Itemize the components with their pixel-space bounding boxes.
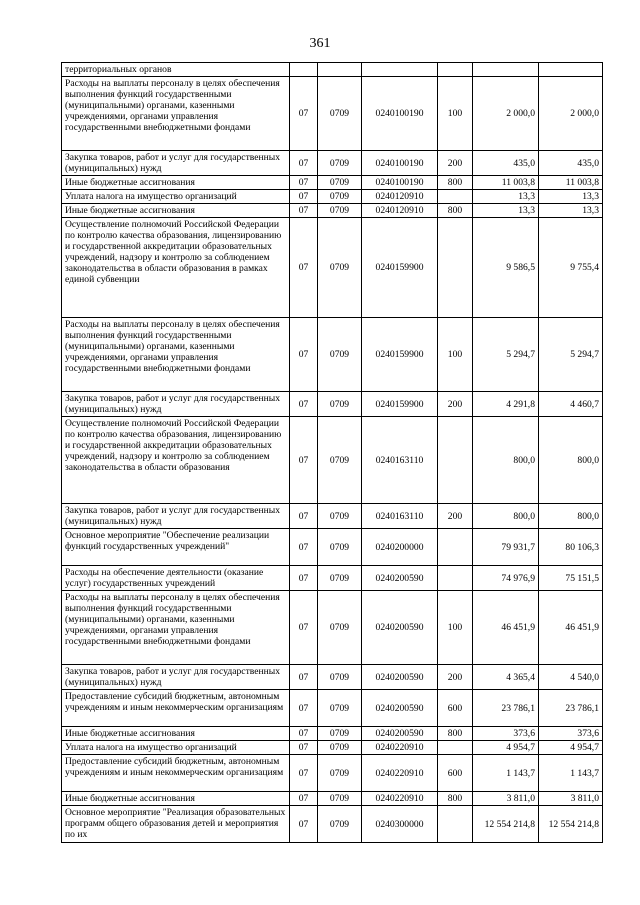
row-section-cell: 07	[290, 665, 318, 690]
row-section-cell: 07	[290, 591, 318, 665]
row-amount-first-cell: 11 003,8	[473, 176, 539, 190]
row-amount-first-cell: 2 000,0	[473, 77, 539, 151]
page-number: 361	[309, 36, 331, 51]
row-section-cell: 07	[290, 190, 318, 204]
table-row	[62, 417, 603, 504]
row-amount-first-cell: 5 294,7	[473, 318, 539, 392]
row-section-cell: 07	[290, 218, 318, 318]
row-amount-first-cell: 23 786,1	[473, 690, 539, 727]
row-subsection-cell: 0709	[318, 318, 362, 392]
row-amount-first-cell: 13,3	[473, 190, 539, 204]
row-section-cell: 07	[290, 504, 318, 529]
row-amount-first-cell: 4 954,7	[473, 741, 539, 755]
row-expense-type-cell	[438, 741, 473, 755]
row-section-cell: 07	[290, 77, 318, 151]
row-section-cell: 07	[290, 176, 318, 190]
row-section-cell: 07	[290, 806, 318, 843]
row-expense-type-cell: 800	[438, 204, 473, 218]
row-amount-second-cell: 13,3	[539, 190, 603, 204]
row-subsection-cell: 0709	[318, 417, 362, 504]
row-amount-second-cell: 373,6	[539, 727, 603, 741]
row-name-cell: Иные бюджетные ассигнования	[62, 204, 290, 218]
budget-table	[61, 62, 603, 843]
row-amount-first-cell	[473, 63, 539, 77]
row-subsection-cell: 0709	[318, 504, 362, 529]
row-name-cell: Предоставление субсидий бюджетным, автономным учреждениям и иным некоммерческим организациям	[62, 755, 290, 792]
row-amount-second-cell: 4 954,7	[539, 741, 603, 755]
table-row	[62, 741, 603, 755]
row-expense-type-cell: 200	[438, 151, 473, 176]
row-expense-type-cell: 100	[438, 77, 473, 151]
row-target-article-cell: 0240159900	[362, 218, 438, 318]
row-amount-second-cell: 3 811,0	[539, 792, 603, 806]
row-section-cell: 07	[290, 566, 318, 591]
row-name-cell: Иные бюджетные ассигнования	[62, 176, 290, 190]
row-subsection-cell: 0709	[318, 591, 362, 665]
row-target-article-cell: 0240100190	[362, 77, 438, 151]
row-amount-first-cell: 3 811,0	[473, 792, 539, 806]
row-amount-first-cell: 79 931,7	[473, 529, 539, 566]
row-amount-first-cell: 800,0	[473, 504, 539, 529]
table-row	[62, 529, 603, 566]
row-subsection-cell: 0709	[318, 741, 362, 755]
row-section-cell: 07	[290, 151, 318, 176]
row-expense-type-cell: 600	[438, 690, 473, 727]
row-target-article-cell: 0240163110	[362, 417, 438, 504]
row-target-article-cell: 0240200000	[362, 529, 438, 566]
table-row	[62, 77, 603, 151]
row-name-cell: Расходы на выплаты персоналу в целях обеспечения выполнения функций государственными (муниципальными) органами, казенными учреждениями, органами управления государственными внебюджетными фондами	[62, 77, 290, 151]
table-row	[62, 665, 603, 690]
row-amount-second-cell: 23 786,1	[539, 690, 603, 727]
row-expense-type-cell	[438, 566, 473, 591]
row-amount-first-cell: 74 976,9	[473, 566, 539, 591]
row-target-article-cell: 0240163110	[362, 504, 438, 529]
row-subsection-cell: 0709	[318, 566, 362, 591]
row-expense-type-cell	[438, 417, 473, 504]
row-amount-second-cell: 80 106,3	[539, 529, 603, 566]
table-row	[62, 792, 603, 806]
row-amount-first-cell: 4 365,4	[473, 665, 539, 690]
row-subsection-cell: 0709	[318, 190, 362, 204]
table-row	[62, 190, 603, 204]
row-target-article-cell: 0240159900	[362, 318, 438, 392]
budget-table-body	[62, 63, 603, 843]
row-expense-type-cell: 100	[438, 318, 473, 392]
row-section-cell: 07	[290, 204, 318, 218]
row-target-article-cell: 0240200590	[362, 566, 438, 591]
row-amount-first-cell: 13,3	[473, 204, 539, 218]
row-amount-first-cell: 4 291,8	[473, 392, 539, 417]
row-amount-first-cell: 12 554 214,8	[473, 806, 539, 843]
row-section-cell: 07	[290, 792, 318, 806]
table-row	[62, 63, 603, 77]
row-target-article-cell: 0240300000	[362, 806, 438, 843]
row-amount-second-cell: 800,0	[539, 417, 603, 504]
row-section-cell: 07	[290, 727, 318, 741]
row-name-cell: Расходы на обеспечение деятельности (оказание услуг) государственных учреждений	[62, 566, 290, 591]
row-subsection-cell: 0709	[318, 529, 362, 566]
row-amount-first-cell: 800,0	[473, 417, 539, 504]
table-row	[62, 755, 603, 792]
table-row	[62, 504, 603, 529]
row-amount-second-cell: 4 460,7	[539, 392, 603, 417]
row-name-cell: Закупка товаров, работ и услуг для государственных (муниципальных) нужд	[62, 665, 290, 690]
row-subsection-cell: 0709	[318, 755, 362, 792]
row-target-article-cell: 0240200590	[362, 690, 438, 727]
row-amount-second-cell: 1 143,7	[539, 755, 603, 792]
row-expense-type-cell: 200	[438, 504, 473, 529]
row-target-article-cell: 0240200590	[362, 727, 438, 741]
row-subsection-cell: 0709	[318, 392, 362, 417]
row-expense-type-cell: 800	[438, 176, 473, 190]
row-section-cell: 07	[290, 392, 318, 417]
row-expense-type-cell	[438, 218, 473, 318]
row-amount-first-cell: 1 143,7	[473, 755, 539, 792]
row-subsection-cell: 0709	[318, 665, 362, 690]
row-subsection-cell: 0709	[318, 151, 362, 176]
row-amount-second-cell: 46 451,9	[539, 591, 603, 665]
row-name-cell: Основное мероприятие "Обеспечение реализации функций государственных учреждений"	[62, 529, 290, 566]
row-expense-type-cell: 600	[438, 755, 473, 792]
table-row	[62, 690, 603, 727]
row-subsection-cell: 0709	[318, 176, 362, 190]
row-target-article-cell: 0240200590	[362, 591, 438, 665]
row-amount-second-cell: 800,0	[539, 504, 603, 529]
row-expense-type-cell	[438, 190, 473, 204]
table-row	[62, 176, 603, 190]
row-target-article-cell: 0240220910	[362, 792, 438, 806]
row-name-cell: Иные бюджетные ассигнования	[62, 727, 290, 741]
row-amount-first-cell: 435,0	[473, 151, 539, 176]
row-target-article-cell: 0240220910	[362, 755, 438, 792]
table-row	[62, 566, 603, 591]
row-subsection-cell: 0709	[318, 727, 362, 741]
table-row	[62, 151, 603, 176]
row-name-cell: Уплата налога на имущество организаций	[62, 190, 290, 204]
row-expense-type-cell: 100	[438, 591, 473, 665]
row-amount-second-cell: 13,3	[539, 204, 603, 218]
table-row	[62, 318, 603, 392]
row-amount-second-cell: 5 294,7	[539, 318, 603, 392]
table-row	[62, 392, 603, 417]
row-name-cell: Закупка товаров, работ и услуг для государственных (муниципальных) нужд	[62, 392, 290, 417]
row-subsection-cell: 0709	[318, 690, 362, 727]
row-section-cell: 07	[290, 741, 318, 755]
row-name-cell: Закупка товаров, работ и услуг для государственных (муниципальных) нужд	[62, 504, 290, 529]
row-target-article-cell: 0240159900	[362, 392, 438, 417]
row-section-cell: 07	[290, 755, 318, 792]
row-expense-type-cell: 200	[438, 392, 473, 417]
table-row	[62, 204, 603, 218]
table-row	[62, 727, 603, 741]
row-amount-second-cell: 11 003,8	[539, 176, 603, 190]
row-subsection-cell: 0709	[318, 204, 362, 218]
row-expense-type-cell: 800	[438, 727, 473, 741]
row-amount-second-cell: 435,0	[539, 151, 603, 176]
row-section-cell: 07	[290, 529, 318, 566]
row-target-article-cell: 0240100190	[362, 151, 438, 176]
row-target-article-cell: 0240100190	[362, 176, 438, 190]
table-row	[62, 591, 603, 665]
row-amount-first-cell: 373,6	[473, 727, 539, 741]
row-expense-type-cell	[438, 806, 473, 843]
row-subsection-cell: 0709	[318, 806, 362, 843]
row-section-cell: 07	[290, 417, 318, 504]
row-subsection-cell: 0709	[318, 792, 362, 806]
row-amount-second-cell: 9 755,4	[539, 218, 603, 318]
row-expense-type-cell	[438, 63, 473, 77]
row-name-cell: Закупка товаров, работ и услуг для государственных (муниципальных) нужд	[62, 151, 290, 176]
row-amount-second-cell	[539, 63, 603, 77]
row-name-cell: Иные бюджетные ассигнования	[62, 792, 290, 806]
row-name-cell: Осуществление полномочий Российской Федерации по контролю качества образования, лицензированию и государственной аккредитации образовательных учреждений, надзору и контролю за соблюдением законодательства в области образования в рамках единой субвенции	[62, 218, 290, 318]
row-name-cell: Уплата налога на имущество организаций	[62, 741, 290, 755]
row-section-cell: 07	[290, 318, 318, 392]
row-name-cell: Предоставление субсидий бюджетным, автономным учреждениям и иным некоммерческим организациям	[62, 690, 290, 727]
table-row	[62, 806, 603, 843]
row-amount-first-cell: 9 586,5	[473, 218, 539, 318]
row-target-article-cell: 0240120910	[362, 190, 438, 204]
row-name-cell: Расходы на выплаты персоналу в целях обеспечения выполнения функций государственными (муниципальными) органами, казенными учреждениями, органами управления государственными внебюджетными фондами	[62, 318, 290, 392]
row-amount-second-cell: 75 151,5	[539, 566, 603, 591]
row-name-cell: территориальных органов	[62, 63, 290, 77]
row-target-article-cell: 0240120910	[362, 204, 438, 218]
row-subsection-cell	[318, 63, 362, 77]
table-row	[62, 218, 603, 318]
row-amount-second-cell: 12 554 214,8	[539, 806, 603, 843]
row-section-cell: 07	[290, 690, 318, 727]
row-name-cell: Основное мероприятие "Реализация образовательных программ общего образования детей и мероприятия по их	[62, 806, 290, 843]
row-expense-type-cell: 800	[438, 792, 473, 806]
row-amount-first-cell: 46 451,9	[473, 591, 539, 665]
row-expense-type-cell: 200	[438, 665, 473, 690]
row-target-article-cell: 0240220910	[362, 741, 438, 755]
row-amount-second-cell: 4 540,0	[539, 665, 603, 690]
row-expense-type-cell	[438, 529, 473, 566]
row-target-article-cell	[362, 63, 438, 77]
row-name-cell: Осуществление полномочий Российской Федерации по контролю качества образования, лицензированию и государственной аккредитации образовательных учреждений, надзору и контролю за соблюдением законодательства в области образования	[62, 417, 290, 504]
row-amount-second-cell: 2 000,0	[539, 77, 603, 151]
row-target-article-cell: 0240200590	[362, 665, 438, 690]
row-subsection-cell: 0709	[318, 218, 362, 318]
row-section-cell	[290, 63, 318, 77]
row-name-cell: Расходы на выплаты персоналу в целях обеспечения выполнения функций государственными (муниципальными) органами, казенными учреждениями, органами управления государственными внебюджетными фондами	[62, 591, 290, 665]
row-subsection-cell: 0709	[318, 77, 362, 151]
